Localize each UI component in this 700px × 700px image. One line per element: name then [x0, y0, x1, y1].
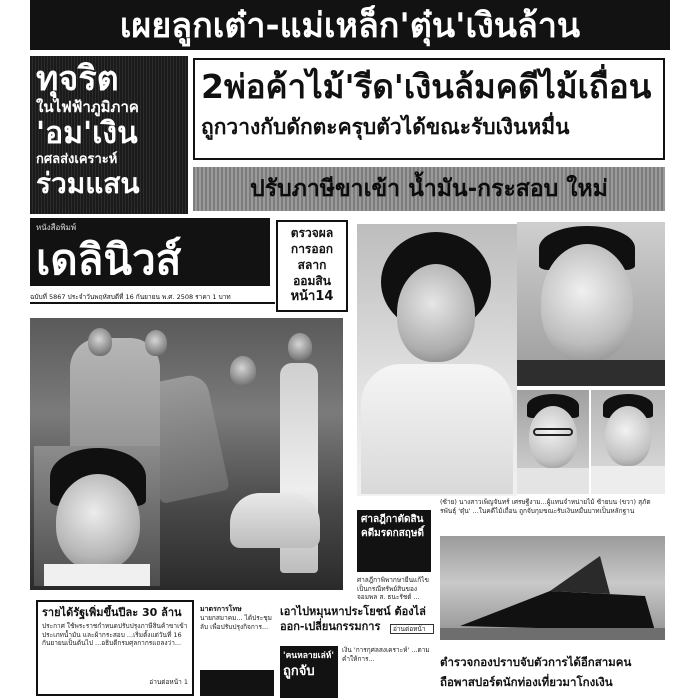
story-c-box-line-2: ถูกจับ	[283, 664, 315, 679]
story-b-title: มาตรการโทษ	[200, 605, 242, 613]
man-top-face	[541, 244, 633, 362]
young-man-collar	[44, 564, 150, 586]
issue-line: ฉบับที่ 5867 ประจำวันพฤหัสบดีที่ 16 กันยายน พ.ศ. 2508 ราคา 1 บาท	[30, 290, 275, 304]
woman-portrait	[357, 224, 517, 496]
photo-caption: (ซ้าย) นางสาวเพ็ญจันทร์ เศรษฐีงาม...ผู้แทนจำหน่ายไม้ ซ้ายบน (ขวา) สุภัตรพันธุ์ 'ตุ๋น' ...ในคดีไม้เถื่อน ถูกจับกุมขณะรับเงินหมื่นบาทเป็นหลักฐาน	[440, 498, 651, 515]
lottery-line-3: สลาก	[297, 258, 327, 272]
man-small-shirt	[591, 466, 665, 494]
grey-headline-band	[193, 167, 665, 211]
story-a-body: ประกาศ ใช้พระราชกำหนดปรับปรุงภาษีสินค้าขาเข้าประเภทน้ำมัน และผ้ากระสอบ ...เริ่มตั้งแต่วันที่ 16 กันยายนเป็นต้นไป ...อธิบดีกรมศุลกากรแถลงว่า...	[42, 622, 188, 647]
lottery-line-5: หน้า14	[290, 289, 334, 304]
lottery-box	[276, 220, 348, 312]
figure-crouched	[230, 493, 320, 548]
left-box-line-1: ทุจริต	[36, 60, 119, 98]
court-more: อ่านต่อหน้า	[390, 624, 434, 634]
nameplate	[30, 218, 270, 286]
story-c-box	[280, 646, 338, 698]
figure-officer-head	[230, 356, 256, 386]
bottom-right-title: ตำรวจกองปราบจับตัวการได้อีกสามคน	[440, 655, 632, 669]
young-man-face	[56, 474, 140, 570]
left-box-line-3: 'อม'เงิน	[36, 117, 138, 151]
story-b-body: นายกสมาคม... ได้ประชุมลับ เพื่อปรับปรุงกิจการ...	[200, 614, 272, 631]
man-glasses-face	[529, 406, 577, 468]
left-box-line-4: กศลส่งเคราะห์	[36, 152, 118, 167]
lottery-line-4: ออมสิน	[293, 274, 331, 288]
crowd-head-1	[88, 328, 112, 356]
boat-water	[440, 628, 665, 640]
court-title: ศาลฎีกาตัดสินคดีมรดกสฤษดิ์	[361, 514, 424, 539]
nameplate-title: เดลินิวส์	[36, 235, 182, 284]
story-a-more: อ่านต่อหน้า 1	[149, 678, 188, 686]
young-man-portrait	[34, 446, 160, 586]
left-headline-box	[30, 56, 188, 214]
story-c-title: เอาไปหมุนหาประโยชน์ ต้องไล่ออก-เปลี่ยนกรรมการ	[280, 605, 426, 633]
top-headline-banner	[30, 0, 670, 50]
arrest-photo	[30, 318, 343, 590]
story-a-title: รายได้รัฐเพิ่มขึ้นปีละ 30 ล้าน	[42, 606, 182, 619]
boat-photo	[440, 536, 665, 640]
main-headline: 2พ่อค้าไม้'รีด'เงินล้มคดีไม้เถื่อน	[201, 67, 652, 106]
glasses	[533, 428, 573, 436]
story-b	[200, 604, 274, 696]
boat-sail	[550, 556, 610, 594]
lottery-line-1: ตรวจผล	[290, 226, 334, 240]
grey-headline: ปรับภาษีขาเข้า น้ำมัน-กระสอบ ใหม่	[250, 176, 608, 202]
man-top-shirt	[517, 360, 665, 386]
lottery-line-2: การออก	[290, 242, 334, 256]
boat-graphic	[440, 536, 665, 640]
nameplate-small: หนังสือพิมพ์	[36, 223, 77, 232]
crowd-head-2	[145, 330, 167, 356]
bottom-right-headline	[440, 652, 665, 698]
story-a-box	[36, 600, 194, 696]
left-box-line-5: ร่วมแสน	[36, 168, 140, 200]
left-box-line-2: ในไฟฟ้าภูมิภาค	[36, 98, 139, 116]
story-c-body: เงิน 'การกุศลสงเคราะห์' ...ตามคำให้การ...	[342, 646, 430, 663]
woman-face	[397, 264, 475, 362]
man-small-face	[605, 406, 651, 466]
man-glasses-shirt	[517, 468, 589, 494]
bottom-right-sub: ถือพาสปอร์ตนักท่องเที่ยวมาโกงเงิน	[440, 675, 613, 689]
man-portrait-glasses	[517, 390, 589, 494]
man-portrait-small	[591, 390, 665, 494]
story-c-box-line-1: 'คนหลายเล่ห์'	[283, 651, 334, 661]
figure-standing-right-head	[288, 333, 312, 361]
top-headline: เผยลูกเต๋า-แม่เหล็ก'ตุ๋น'เงินล้าน	[119, 6, 581, 46]
story-c	[280, 604, 436, 700]
story-b-dark-block	[200, 670, 274, 696]
boat-hull	[460, 591, 655, 631]
court-title-box	[357, 510, 431, 572]
man-portrait-top	[517, 222, 665, 386]
main-headline-box	[193, 58, 665, 160]
court-body: ศาลฎีกาพิพากษายืนแก้ไขเป็นกรณีทรัพย์สินของ จอมพล ส. ธนะรัชต์ ...	[357, 576, 429, 601]
sub-headline: ถูกวางกับดักตะครุบตัวได้ขณะรับเงินหมื่น	[201, 115, 570, 139]
woman-blouse	[361, 364, 513, 494]
